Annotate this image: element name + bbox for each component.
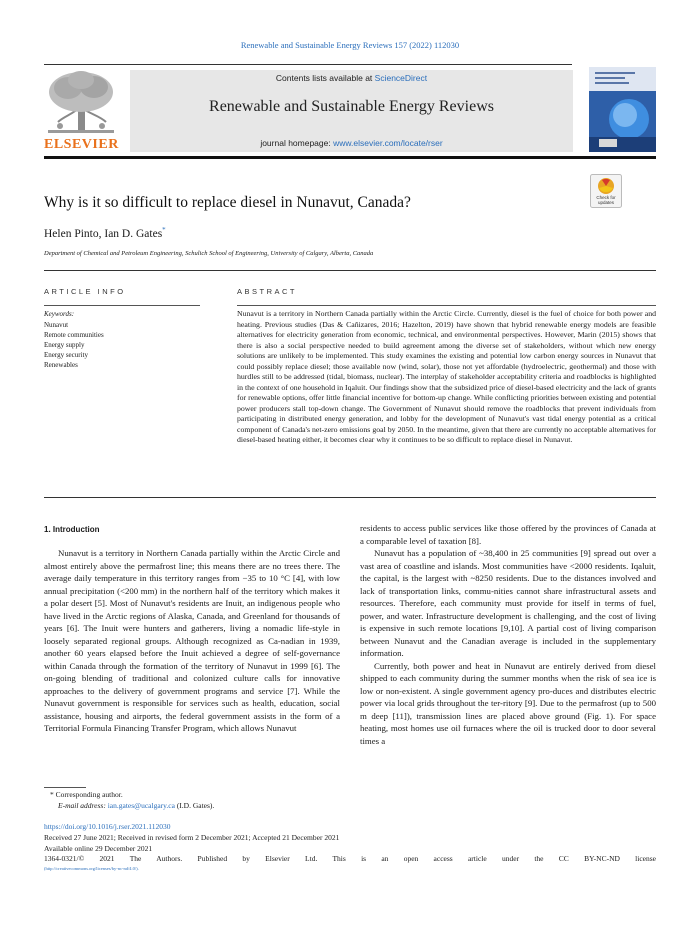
journal-title: Renewable and Sustainable Energy Reviews [209,98,494,115]
keywords-label: Keywords: [44,310,75,318]
check-for-updates-badge[interactable] [590,174,622,208]
elsevier-tree-icon [44,70,118,136]
abstract-heading: ABSTRACT [237,287,298,296]
keyword-item: Remote communities [44,331,104,339]
body-column-right [360,522,656,747]
author-list [44,226,166,240]
article-info-heading: ARTICLE INFO [44,287,126,296]
journal-cover-icon [589,67,656,152]
contents-prefix: Contents lists available at [275,73,375,83]
article-title: Why is it so difficult to replace diesel in Nunavut, Canada? [44,194,411,211]
keyword-item: Nunavut [44,321,69,329]
keyword-item: Renewables [44,361,78,369]
body-paragraph: Currently, both power and heat in Nunavut are entirely derived from diesel shipped to each community during the summer months when the risk of sea ice is low or non-existent. A single government agency pro-duces and distributes electric power via local grids throughout the ter-ritory [9]. Due to the permafrost (up to 500 m deep [11]), transmission lines are placed above ground (Fig. 1). For space heating, most homes use oil furnaces where the oil is trucked door to door several times a [360,660,656,746]
article-info-rule-top [44,270,656,271]
elsevier-wordmark: ELSEVIER [44,137,119,152]
journal-cover-image [589,67,656,152]
body-paragraph: residents to access public services like those offered by the provinces of Canada at a comparable level of taxation [8]. [360,523,656,546]
body-paragraph: Nunavut has a population of ~38,400 in 25 communities [9] spread out over a vast area of coastline and islands. Most communities have <2000 residents. Iqaluit, the capital, is the largest with ~8250 residents. Due to the distances involved and lack of transportation links, commu-nities cannot share infrastructural assets and resources. Therefore, each community must provide for itself in terms of fuel, power, and water. Infrastructure development is challenging, and the cost of living is expensive in such remote locations [9,10]. A partial cost of living comparison between Nunavut and the Canadian average is included in the supplementary information. [360,548,656,658]
email-suffix: (I.D. Gates). [174,801,215,810]
sciencedirect-link[interactable]: ScienceDirect [374,73,428,83]
author-email-link[interactable]: ian.gates@ucalgary.ca [107,801,175,810]
body-paragraph: Nunavut is a territory in Northern Canada partially within the Arctic Circle and almost entirely above the permafrost line; this means there are no trees there. The average daily temperature in this territory ranges from −35 to 10 °C [4], with low annual precipitation (<200 mm) in the northern half of the territory which makes it a polar desert [5]. Most of Nunavut's residents are Inuit, an indigenous people who have lived in the Arctic regions of Alaska, Canada, and Greenland for thousands of years [6]. The Inuit were hunters and gatherers, living a nomadic life-style in loosely separated regional groups. Although recognized as Ca-nadian in 1939, another 60 years elapsed before the Inuit achieved a degree of self-governance within Canada through the formation of the territory of Nunavut in 1999 [6]. The on-going blending of traditional and colonized culture calls for innovative approaches to the delivery of government programs and service [7]. While the Nunavut government is responsible for services such as health, education, social assistance, housing and airports, the federal government assists in the form of a Territorial Formula Financing Transfer Program, which allows Nunavut [44,548,340,733]
email-line [58,800,214,811]
article-info-underline [44,305,200,306]
keyword-list [44,320,104,370]
abstract-text: Nunavut is a territory in Northern Canada partially within the Arctic Circle. Currently, diesel is the fuel of choice for both power and heating. Previous studies (Das & Cañizares, 2016; Hazelton, 2019) have shown that hybrid renewable energy models are feasible alternatives for electricity generation from economic, technical, and environmental perspectives. However, Marin (2015) shows that there is also a social perspective needed to build agreement among the diverse set of stakeholders, without which new energy solutions are unlikely to be implemented. This study examines the existing and potential low carbon energy sources in Nunavut that could possibly replace diesel; those available now (wind, solar), those not yet affordable (hydroelectric, geothermal) and those with hurdles still to be addressed (tidal, biomass, nuclear). The interplay of stakeholder acceptability criteria and roadblocks is highlighted in the context of one household in Iqaluit. Our findings show that the subsidized price of diesel-based electricity and the lack of grants for renewable options, offer little financial incentive for bottom-up change. While conflicting priorities between existing and potential power producers stall top-down change. The Government of Nunavut should remove the roadblocks that prevent individuals from participating in distributed energy generation, and lobby for the development of Nunavut's vast tidal energy potential as a critical component of Canada's net-zero emissions goal by 2050. In the meantime, given that there are currently no acceptable alternatives for diesel-based heating either, it becomes clear why it continues to be so difficult to replace diesel in Nunavut. [237,309,656,444]
received-dates: Received 27 June 2021; Received in revised form 2 December 2021; Accepted 21 December 2021 [44,833,340,842]
doi-link[interactable]: https://doi.org/10.1016/j.rser.2021.112030 [44,822,171,831]
footnote-rule [44,787,86,788]
license-statement: 1364-0321/© 2021 The Authors. Published by Elsevier Ltd. This is an open access article under the CC BY-NC-ND license [44,854,656,863]
header-rule-thick [44,156,656,159]
authors-text: Helen Pinto, Ian D. Gates [44,227,163,240]
affiliation: Department of Chemical and Petroleum Engineering, Schulich School of Engineering, University of Calgary, Alberta, Canada [44,250,374,257]
journal-homepage-link[interactable]: www.elsevier.com/locate/rser [333,138,443,148]
keyword-item: Energy security [44,351,88,359]
journal-homepage-line [130,138,573,148]
body-column-left [44,547,340,735]
corresponding-author-mark[interactable]: * [162,226,166,234]
section-heading-introduction: 1. Introduction [44,525,100,534]
email-label: E-mail address: [58,801,108,810]
corresponding-author-note: * Corresponding author. [50,790,123,799]
available-online-date: Available online 29 December 2021 [44,844,153,853]
abstract-rule-bottom [44,497,656,498]
abstract-underline [237,305,656,306]
keyword-item: Energy supply [44,341,85,349]
contents-line [130,73,573,83]
check-updates-label: Check for updates [596,195,616,205]
header-rule-top [44,64,572,65]
homepage-prefix: journal homepage: [260,138,334,148]
license-link[interactable]: (http://creativecommons.org/licenses/by-nc-nd/4.0/). [44,866,139,871]
journal-reference-link[interactable]: Renewable and Sustainable Energy Reviews 157 (2022) 112030 [240,40,460,50]
